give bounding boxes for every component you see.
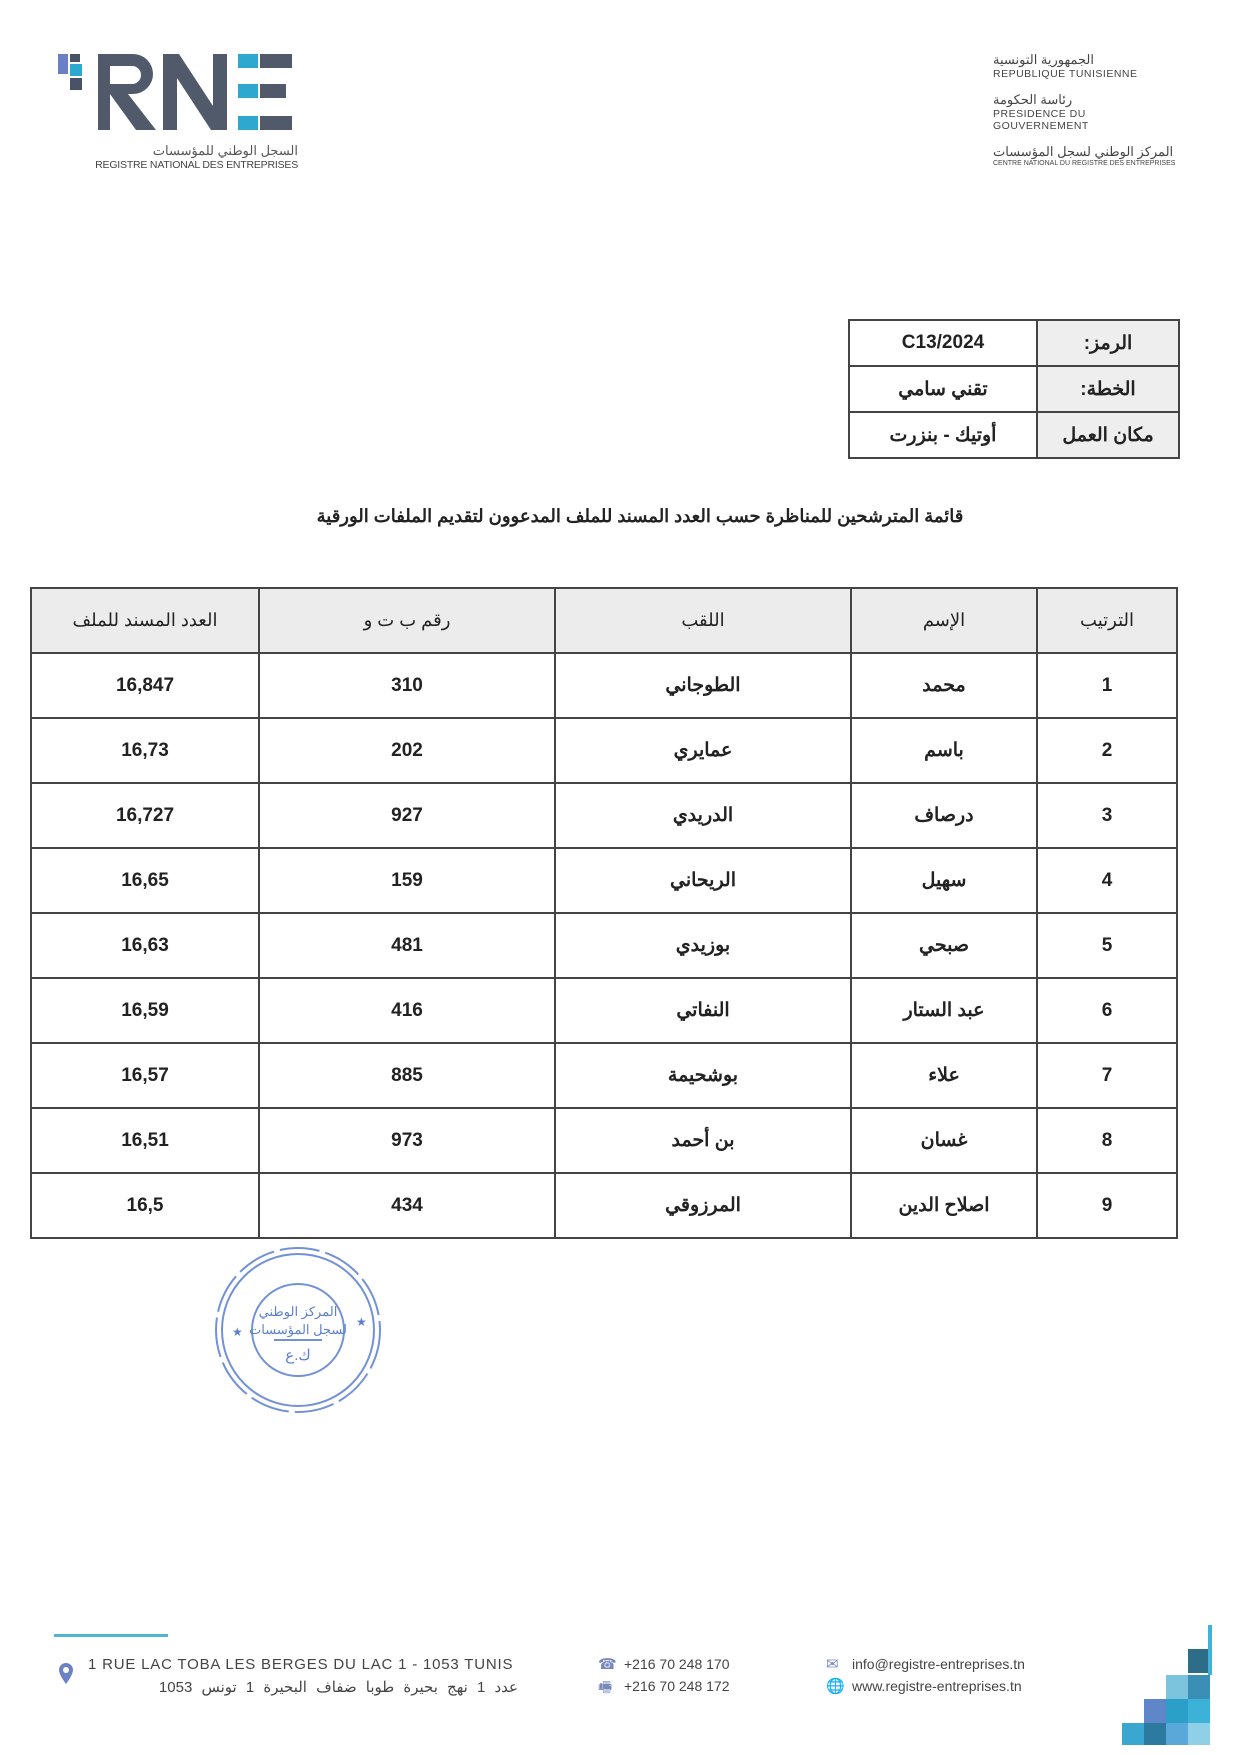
cell-score: 16,5 xyxy=(31,1173,259,1238)
cell-rank: 9 xyxy=(1037,1173,1177,1238)
table-row xyxy=(31,718,1177,783)
table-row xyxy=(31,848,1177,913)
cell-rank: 7 xyxy=(1037,1043,1177,1108)
svg-text:★: ★ xyxy=(232,1325,243,1339)
cell-score: 16,847 xyxy=(31,653,259,718)
col-first-name: الإسم xyxy=(851,588,1037,653)
document-title: قائمة المترشحين للمناظرة حسب العدد المسند للملف المدعوون لتقديم الملفات الورقية xyxy=(316,506,964,526)
info-row-location xyxy=(849,412,1179,458)
info-row-position xyxy=(849,366,1179,412)
cell-score: 16,65 xyxy=(31,848,259,913)
footer-address-fr: 1 RUE LAC TOBA LES BERGES DU LAC 1 - 1053 TUNIS xyxy=(88,1656,514,1673)
cell-last-name: بوزيدي xyxy=(555,913,851,978)
table-row xyxy=(31,1173,1177,1238)
cell-last-name: بوشحيمة xyxy=(555,1043,851,1108)
cell-rank: 1 xyxy=(1037,653,1177,718)
rne-logo xyxy=(58,52,308,171)
cell-rank: 8 xyxy=(1037,1108,1177,1173)
cell-first-name: باسم xyxy=(851,718,1037,783)
location-pin-icon xyxy=(58,1663,74,1685)
globe-icon: 🌐 xyxy=(826,1678,845,1695)
cell-last-name: الريحاني xyxy=(555,848,851,913)
cell-first-name: سهيل xyxy=(851,848,1037,913)
competition-info-table xyxy=(848,319,1180,459)
info-value: أوتيك - بنزرت xyxy=(849,412,1037,458)
table-row xyxy=(31,1043,1177,1108)
table-row xyxy=(31,1108,1177,1173)
cell-rank: 3 xyxy=(1037,783,1177,848)
phone-icon: ☎ xyxy=(598,1656,617,1673)
cell-score: 16,59 xyxy=(31,978,259,1043)
cell-score: 16,63 xyxy=(31,913,259,978)
col-score: العدد المسند للملف xyxy=(31,588,259,653)
gov-line-fr: PRESIDENCE DU GOUVERNEMENT xyxy=(993,108,1089,132)
footer-email: info@registre-entreprises.tn xyxy=(852,1656,1025,1672)
footer-divider xyxy=(54,1634,168,1637)
info-row-code xyxy=(849,320,1179,366)
cell-id-number: 159 xyxy=(259,848,555,913)
logo-arabic-name: السجل الوطني للمؤسسات xyxy=(152,143,298,158)
info-value: تقني سامي xyxy=(849,366,1037,412)
gov-line-ar: الجمهورية التونسية xyxy=(993,52,1094,67)
footer-address-ar: عدد 1 نهج بحيرة طوبا ضفاف البحيرة 1 تونس 1053 xyxy=(158,1679,518,1696)
cell-first-name: علاء xyxy=(851,1043,1037,1108)
cell-rank: 2 xyxy=(1037,718,1177,783)
cell-first-name: درصاف xyxy=(851,783,1037,848)
official-stamp xyxy=(208,1240,388,1420)
footer-fax: +216 70 248 172 xyxy=(624,1678,730,1694)
table-row xyxy=(31,913,1177,978)
cell-score: 16,57 xyxy=(31,1043,259,1108)
svg-text:★: ★ xyxy=(356,1315,367,1329)
info-key: الخطة: xyxy=(1037,366,1179,412)
cell-last-name: المرزوقي xyxy=(555,1173,851,1238)
cell-first-name: غسان xyxy=(851,1108,1037,1173)
info-key: مكان العمل xyxy=(1037,412,1179,458)
cell-id-number: 434 xyxy=(259,1173,555,1238)
fax-icon: 🖷 xyxy=(598,1679,613,1696)
cell-id-number: 481 xyxy=(259,913,555,978)
cell-last-name: الطوجاني xyxy=(555,653,851,718)
gov-line-fr: REPUBLIQUE TUNISIENNE xyxy=(993,68,1138,80)
government-header xyxy=(993,52,1183,179)
cell-first-name: صبحي xyxy=(851,913,1037,978)
cell-rank: 5 xyxy=(1037,913,1177,978)
cell-last-name: بن أحمد xyxy=(555,1108,851,1173)
gov-line-ar: رئاسة الحكومة xyxy=(993,92,1073,107)
rne-logo-mark xyxy=(58,52,298,132)
info-key: الرمز: xyxy=(1037,320,1179,366)
cell-id-number: 310 xyxy=(259,653,555,718)
cell-last-name: النفاتي xyxy=(555,978,851,1043)
cell-last-name: الدريدي xyxy=(555,783,851,848)
cell-id-number: 202 xyxy=(259,718,555,783)
table-row xyxy=(31,978,1177,1043)
cell-score: 16,73 xyxy=(31,718,259,783)
cell-id-number: 973 xyxy=(259,1108,555,1173)
table-row xyxy=(31,783,1177,848)
candidates-table xyxy=(30,587,1178,1239)
cell-id-number: 927 xyxy=(259,783,555,848)
cell-rank: 6 xyxy=(1037,978,1177,1043)
cell-score: 16,51 xyxy=(31,1108,259,1173)
cell-first-name: اصلاح الدين xyxy=(851,1173,1037,1238)
gov-line-ar: المركز الوطني لسجل المؤسسات xyxy=(993,144,1174,159)
cell-first-name: عبد الستار xyxy=(851,978,1037,1043)
cell-rank: 4 xyxy=(1037,848,1177,913)
cell-id-number: 885 xyxy=(259,1043,555,1108)
cell-id-number: 416 xyxy=(259,978,555,1043)
table-header-row xyxy=(31,588,1177,653)
email-icon: ✉ xyxy=(826,1656,839,1673)
footer-website: www.registre-entreprises.tn xyxy=(852,1678,1022,1694)
stamp-text: المركز الوطني xyxy=(258,1304,338,1319)
gov-line-fr: CENTRE NATIONAL DU REGISTRE DES ENTREPRISES xyxy=(993,160,1176,167)
col-last-name: اللقب xyxy=(555,588,851,653)
logo-french-name: REGISTRE NATIONAL DES ENTREPRISES xyxy=(95,159,298,171)
col-rank: الترتيب xyxy=(1037,588,1177,653)
cell-first-name: محمد xyxy=(851,653,1037,718)
stamp-text: لسجل المؤسسات xyxy=(249,1322,347,1337)
table-row xyxy=(31,653,1177,718)
footer-decoration xyxy=(1068,1625,1218,1745)
col-id-number: رقم ب ت و xyxy=(259,588,555,653)
footer-phone: +216 70 248 170 xyxy=(624,1656,730,1672)
cell-score: 16,727 xyxy=(31,783,259,848)
cell-last-name: عمايري xyxy=(555,718,851,783)
stamp-text: ك.ع xyxy=(285,1347,311,1364)
info-value: C13/2024 xyxy=(849,320,1037,366)
